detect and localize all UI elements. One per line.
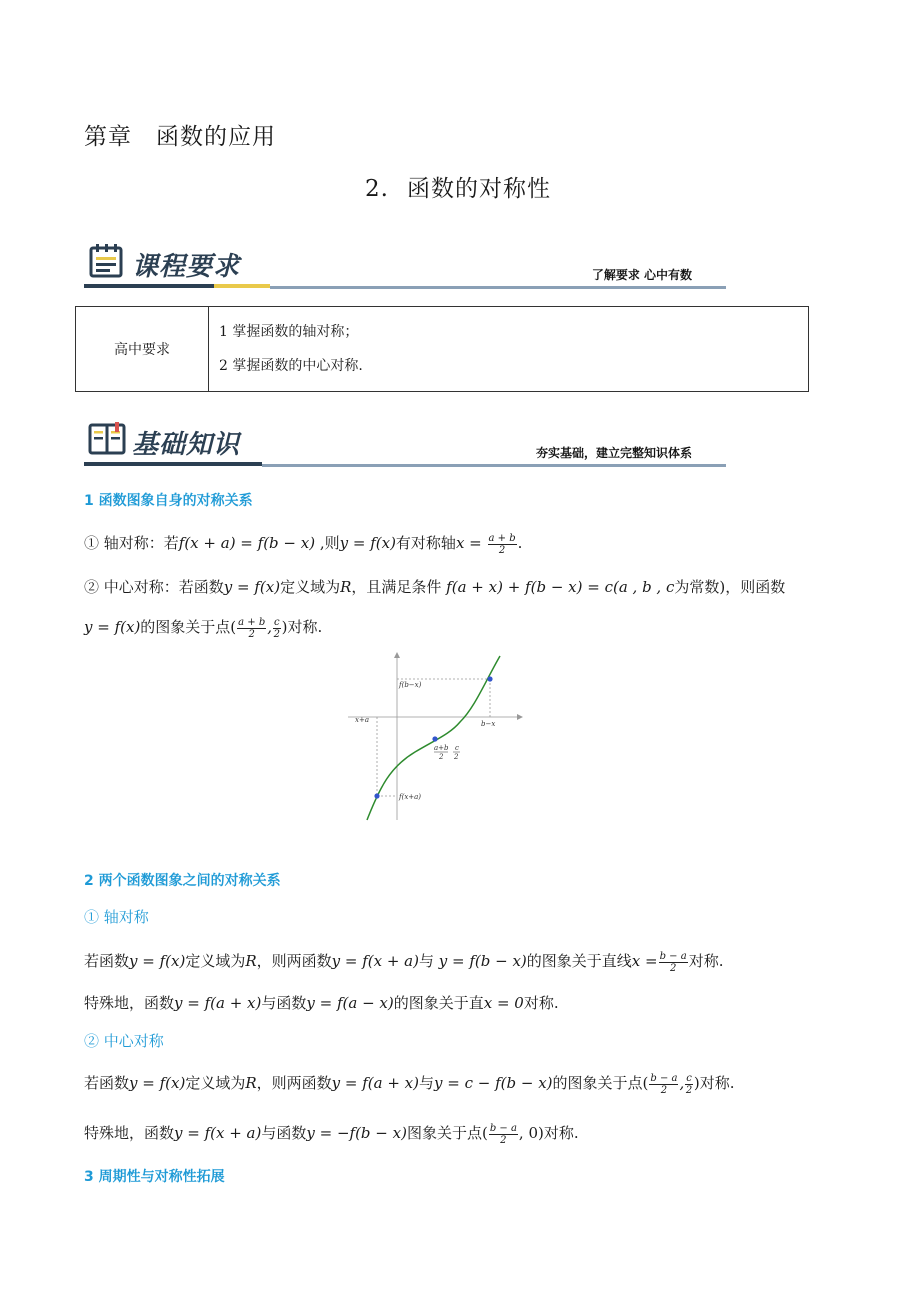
axis-special-case-line: [84, 992, 559, 1013]
formula: f(x + a) = f(b − x): [178, 534, 316, 552]
center-special-case-line: [84, 1122, 579, 1146]
label-center-c-den: 2: [454, 753, 459, 761]
banner-rule: [270, 286, 726, 289]
numerator: c: [686, 1072, 692, 1084]
numerator: c: [274, 616, 280, 628]
section-3-heading: 3 周期性与对称性拓展: [84, 1169, 225, 1185]
point-x-plus-a: [374, 793, 379, 798]
axis-symmetry-line: [84, 532, 522, 556]
formula: R: [340, 578, 352, 596]
label-center-c: c: [455, 744, 459, 752]
banner-underline: [84, 284, 214, 288]
denominator: 2: [660, 1084, 668, 1096]
text: ，则两函数: [256, 952, 332, 970]
denominator: 2: [273, 628, 281, 640]
formula: y = f(x): [84, 618, 141, 636]
fraction: [659, 951, 688, 974]
notepad-icon: [88, 244, 126, 278]
text: 特殊地，函数: [84, 994, 175, 1012]
label-center-num: a+b: [434, 744, 449, 752]
formula: y = f(a + x): [331, 1074, 419, 1092]
axis-two-functions-line: [84, 950, 723, 974]
label-f-b-minus-x: f(b−x): [399, 681, 422, 689]
text: 与函数: [261, 994, 307, 1012]
formula: x = 0: [483, 994, 524, 1012]
center-symmetry-line-1: [84, 576, 785, 597]
label-f-x-plus-a: f(x+a): [399, 793, 422, 801]
formula: y = f(x + a): [331, 952, 419, 970]
requirements-table: [75, 306, 809, 392]
banner-accent-line: [214, 284, 270, 288]
fraction: [685, 1073, 693, 1096]
banner-underline: [84, 462, 262, 466]
denominator: 2: [685, 1084, 693, 1096]
text: .: [517, 534, 523, 552]
formula: y = c − f(b − x): [434, 1074, 553, 1092]
label-b-minus-x: b−x: [481, 720, 496, 728]
denominator: 2: [500, 1134, 507, 1146]
section-2-heading: 2 两个函数图象之间的对称关系: [84, 873, 281, 889]
point-b-minus-x: [487, 676, 492, 681]
text: 定义域为: [185, 952, 246, 970]
text: 的图象关于点(: [140, 618, 237, 636]
book-icon: [88, 422, 126, 456]
banner-course-requirements: [84, 244, 726, 294]
text: ，则两函数: [256, 1074, 332, 1092]
x-axis-arrow: [517, 714, 523, 720]
section-heading: [365, 170, 551, 203]
fraction: [489, 1123, 518, 1146]
requirement-item: 1 掌握函数的轴对称；: [219, 324, 359, 340]
denominator: 2: [248, 628, 255, 640]
chapter-title: 函数的应用: [156, 124, 276, 150]
center-symmetry-subheading: ② 中心对称: [84, 1032, 164, 1050]
numerator: b − a: [489, 1122, 517, 1134]
text: , 0)对称.: [518, 1124, 579, 1142]
symmetry-graph: [345, 652, 525, 824]
text: ② 中心对称：若函数: [84, 578, 224, 596]
banner-basic-knowledge: [84, 422, 726, 472]
section-title: 函数的对称性: [406, 176, 551, 202]
formula: y = −f(b − x): [306, 1124, 407, 1142]
center-two-functions-line: 若函数y = f(x)定义域为R，则两函数y = f(a + x)与y = c − f(b − x)的图象关于点( $\frac{b - a}{2}$ , $\frac{c}{2}$ )对称.: [84, 1072, 735, 1096]
text: 为常数)，则函数: [674, 578, 786, 596]
text: 定义域为: [185, 1074, 246, 1092]
chapter-label: 第章: [84, 124, 132, 150]
formula: x =: [631, 952, 658, 970]
label-center-den: 2: [439, 753, 444, 761]
text: 对称.: [523, 994, 559, 1012]
axis-symmetry-subheading: ① 轴对称: [84, 908, 149, 926]
text: )对称.: [281, 618, 323, 636]
fraction: [237, 617, 266, 640]
center-symmetry-line-2: y = f(x)的图象关于点( $\frac{a + b}{2}$ , $\frac{c}{2}$ )对称.: [84, 616, 323, 640]
banner-rule: [262, 464, 726, 467]
text: 的图象关于点(: [552, 1074, 649, 1092]
text: 图象关于点(: [406, 1124, 488, 1142]
fraction: [488, 533, 517, 556]
section-number: 2.: [365, 176, 389, 202]
numerator: b − a: [659, 950, 687, 962]
formula: y = f(a − x): [306, 994, 394, 1012]
requirements-label: 高中要求: [76, 307, 209, 392]
section-1-heading: 1 函数图象自身的对称关系: [84, 493, 253, 509]
banner-title: 课程要求: [132, 252, 241, 282]
text: 若函数: [84, 952, 130, 970]
text: 若函数: [84, 1074, 130, 1092]
text: ,则: [315, 534, 340, 552]
denominator: 2: [498, 544, 506, 556]
numerator: a + b: [238, 616, 266, 628]
point-center: [432, 736, 437, 741]
y-axis-arrow: [394, 652, 400, 658]
banner-title: 基础知识: [132, 430, 241, 460]
denominator: 2: [669, 962, 677, 974]
formula: f(a + x) + f(b − x) = c(a , b , c: [446, 578, 675, 596]
chapter-heading: [84, 118, 276, 151]
text: 对称.: [688, 952, 724, 970]
formula: y = f(a + x): [174, 994, 262, 1012]
formula: y = f(x): [129, 1074, 186, 1092]
text: 的图象关于直线: [526, 952, 632, 970]
formula: y = f(b − x): [438, 952, 527, 970]
label-x-plus-a: x+a: [355, 716, 369, 724]
text: 特殊地，函数: [84, 1124, 175, 1142]
formula: x =: [455, 534, 482, 552]
fraction: [273, 617, 281, 640]
banner-subtitle: 了解要求 心中有数: [591, 268, 692, 282]
text: 与: [418, 1074, 434, 1092]
text: ① 轴对称：若: [84, 534, 179, 552]
text: )对称.: [693, 1074, 735, 1092]
text: 的图象关于直: [393, 994, 484, 1012]
text: ，且满足条件: [351, 578, 447, 596]
numerator: a + b: [488, 532, 516, 544]
requirement-item: 2 掌握函数的中心对称.: [219, 358, 363, 374]
formula: y = f(x): [339, 534, 396, 552]
formula: R: [245, 952, 257, 970]
formula: y = f(x): [129, 952, 186, 970]
text: 与函数: [261, 1124, 307, 1142]
numerator: b − a: [650, 1072, 678, 1084]
formula: R: [245, 1074, 257, 1092]
text: 与: [418, 952, 439, 970]
text: 定义域为: [280, 578, 341, 596]
formula: y = f(x): [223, 578, 281, 596]
banner-subtitle: 夯实基础，建立完整知识体系: [535, 446, 692, 460]
requirements-content: [209, 307, 809, 392]
formula: y = f(x + a): [174, 1124, 262, 1142]
text: 有对称轴: [395, 534, 456, 552]
fraction: [649, 1073, 678, 1096]
